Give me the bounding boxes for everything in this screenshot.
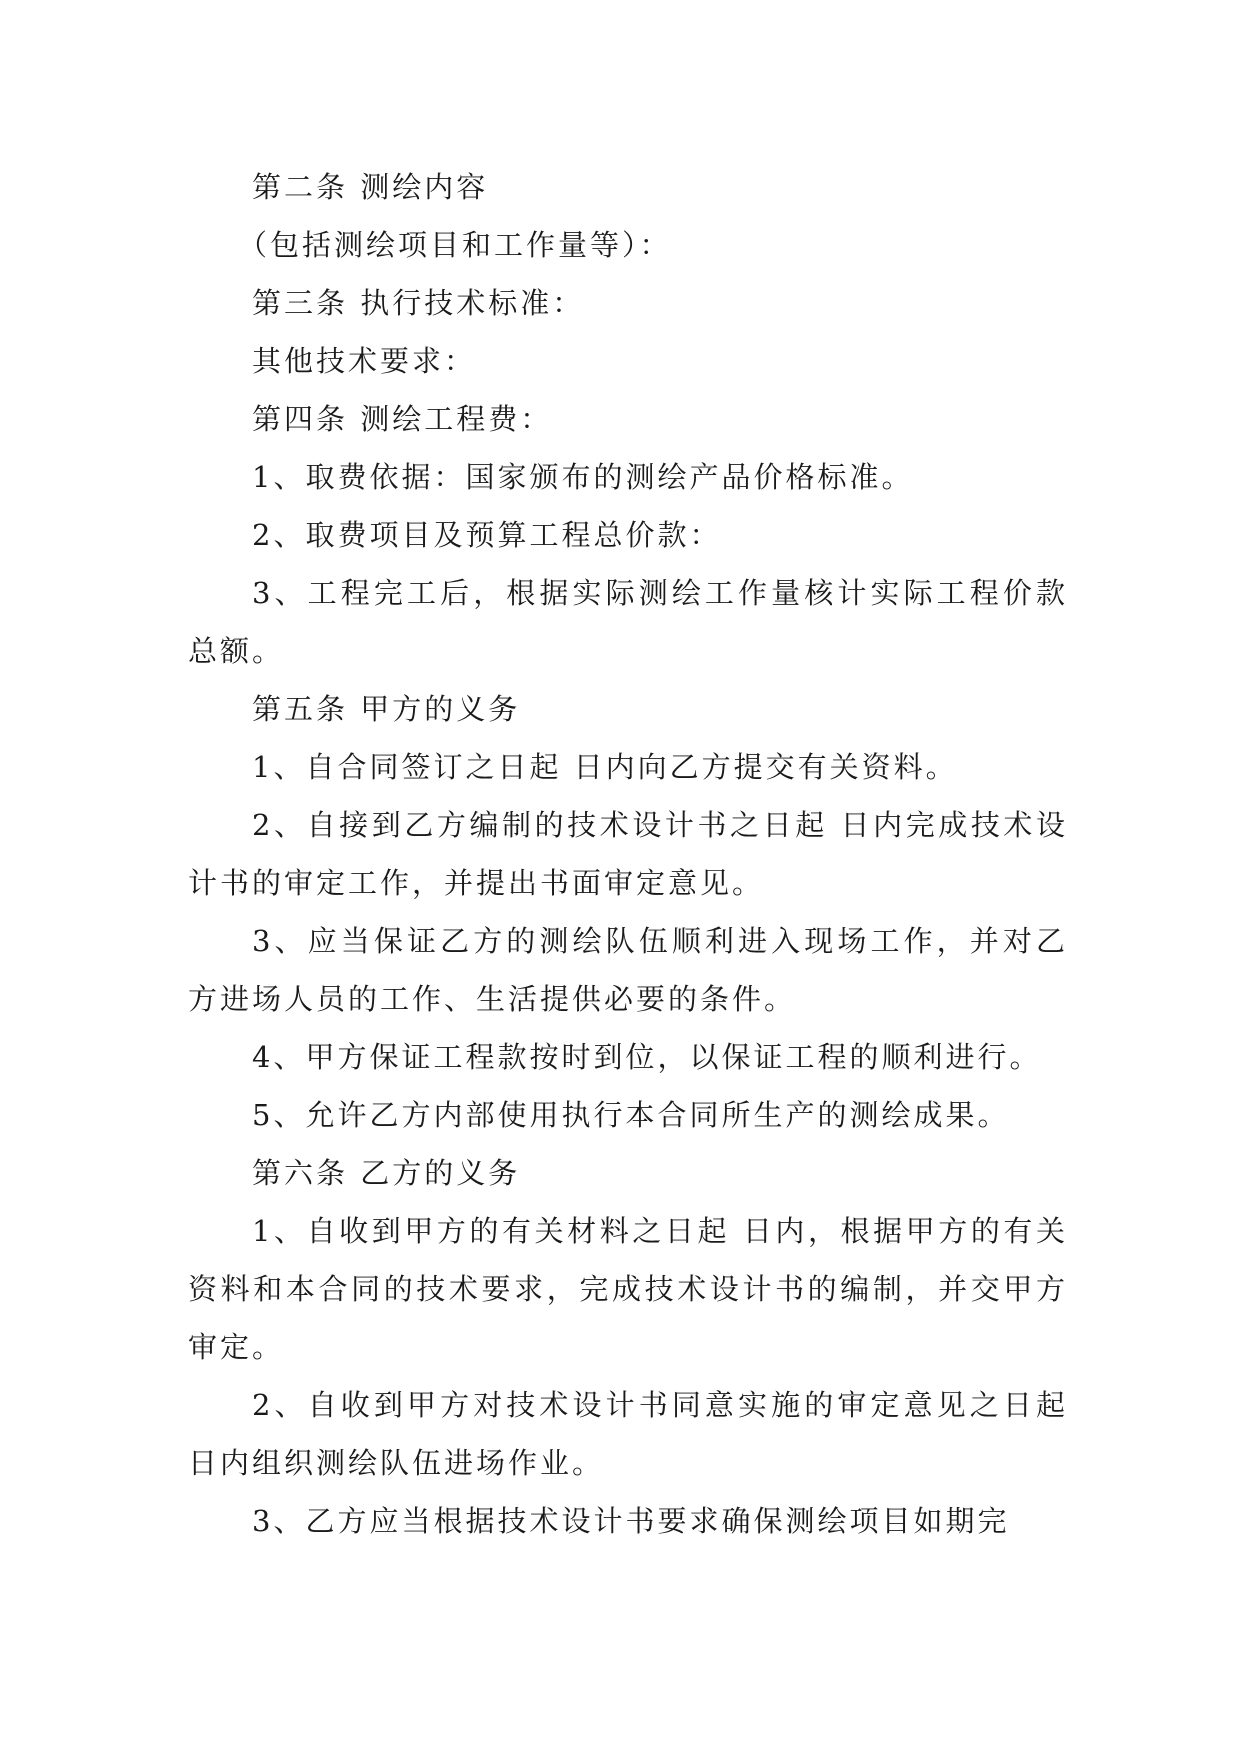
document-body <box>188 158 1068 1550</box>
article-4-item-3: 3、工程完工后，根据实际测绘工作量核计实际工程价款总额。 <box>188 576 1068 668</box>
other-requirements: 其他技术要求： <box>252 344 477 378</box>
article-5-item-1: 1、自合同签订之日起 日内向乙方提交有关资料。 <box>252 750 958 784</box>
article-6-item-1: 1、自收到甲方的有关材料之日起 日内，根据甲方的有关资料和本合同的技术要求，完成技术设计书的编制，并交甲方审定。 <box>188 1214 1068 1364</box>
article-4-item-2: 2、取费项目及预算工程总价款： <box>252 518 722 552</box>
article-4-heading: 第四条 测绘工程费： <box>252 402 553 436</box>
article-3-heading: 第三条 执行技术标准： <box>252 286 585 320</box>
article-2-note: （包括测绘项目和工作量等）： <box>238 228 672 262</box>
article-6-item-3: 3、乙方应当根据技术设计书要求确保测绘项目如期完 <box>252 1504 1010 1538</box>
article-5-item-4: 4、甲方保证工程款按时到位，以保证工程的顺利进行。 <box>252 1040 1042 1074</box>
article-5-item-2: 2、自接到乙方编制的技术设计书之日起 日内完成技术设计书的审定工作，并提出书面审定意见。 <box>188 808 1068 900</box>
article-5-item-5: 5、允许乙方内部使用执行本合同所生产的测绘成果。 <box>252 1098 1010 1132</box>
article-6-heading: 第六条 乙方的义务 <box>252 1156 521 1190</box>
article-5-item-3: 3、应当保证乙方的测绘队伍顺利进入现场工作，并对乙方进场人员的工作、生活提供必要的条件。 <box>188 924 1068 1016</box>
article-6-item-2: 2、自收到甲方对技术设计书同意实施的审定意见之日起 日内组织测绘队伍进场作业。 <box>188 1388 1068 1480</box>
article-5-heading: 第五条 甲方的义务 <box>252 692 521 726</box>
article-2-heading: 第二条 测绘内容 <box>252 170 489 204</box>
article-4-item-1: 1、取费依据：国家颁布的测绘产品价格标准。 <box>252 460 914 494</box>
